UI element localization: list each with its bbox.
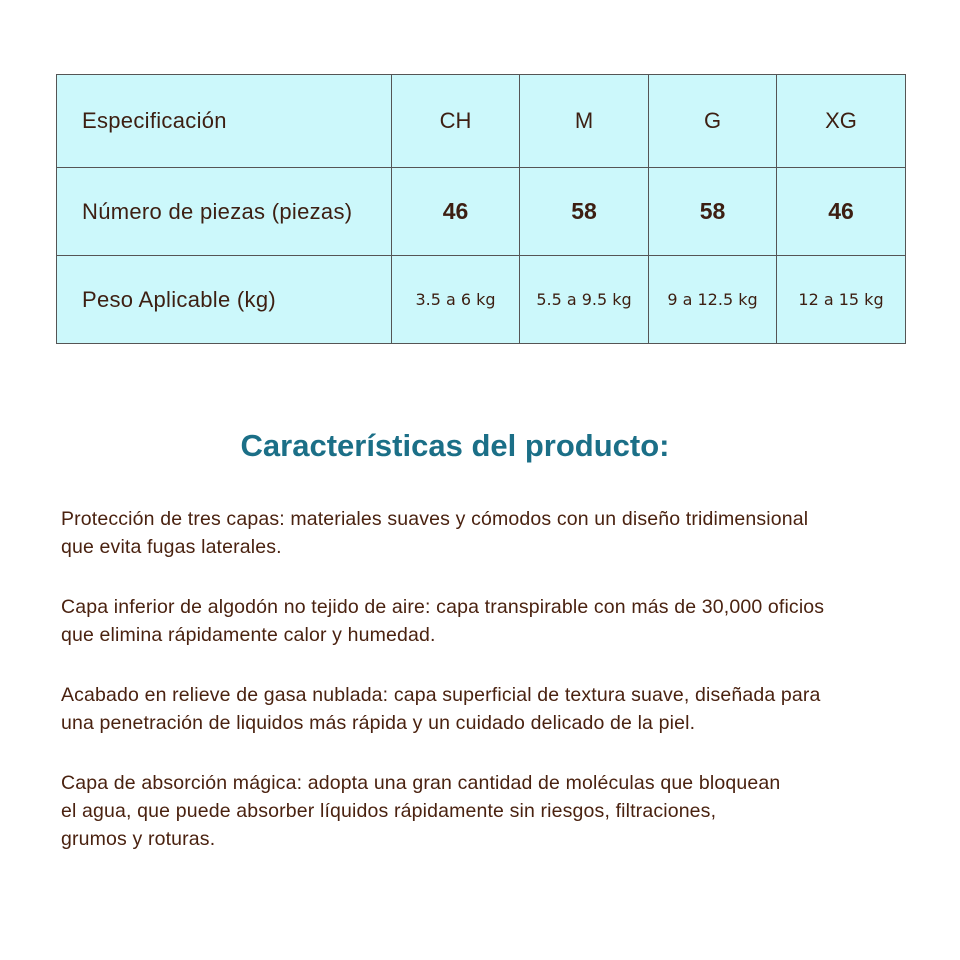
pieces-xg: 46 — [777, 168, 906, 256]
features-list — [61, 505, 921, 885]
table-row-pieces — [57, 168, 906, 256]
row-label-pieces: Número de piezas (piezas) — [57, 168, 392, 256]
header-spec: Especificación — [57, 75, 392, 168]
header-size-g: G — [649, 75, 777, 168]
row-label-weight: Peso Aplicable (kg) — [57, 256, 392, 344]
weight-g: 9 a 12.5 kg — [649, 256, 777, 344]
features-title: Características del producto: — [240, 428, 670, 463]
pieces-m: 58 — [520, 168, 649, 256]
feature-item: Capa de absorción mágica: adopta una gran cantidad de moléculas que bloquean el agua, que puede absorber líquidos rápidamente sin riesgos, filtraciones, grumos y roturas. — [61, 772, 781, 850]
table-header-row — [57, 75, 906, 168]
weight-m: 5.5 a 9.5 kg — [520, 256, 649, 344]
header-size-ch: CH — [392, 75, 520, 168]
header-size-xg: XG — [777, 75, 906, 168]
feature-item: Protección de tres capas: materiales suaves y cómodos con un diseño tridimensional que evita fugas laterales. — [61, 508, 809, 558]
weight-ch: 3.5 a 6 kg — [392, 256, 520, 344]
pieces-g: 58 — [649, 168, 777, 256]
spec-table — [56, 74, 906, 344]
feature-item: Capa inferior de algodón no tejido de aire: capa transpirable con más de 30,000 oficios que elimina rápidamente calor y humedad. — [61, 596, 825, 646]
feature-item: Acabado en relieve de gasa nublada: capa superficial de textura suave, diseñada para una penetración de liquidos más rápida y un cuidado delicado de la piel. — [61, 684, 821, 734]
weight-xg: 12 a 15 kg — [777, 256, 906, 344]
header-size-m: M — [520, 75, 649, 168]
table-row-weight — [57, 256, 906, 344]
pieces-ch: 46 — [392, 168, 520, 256]
